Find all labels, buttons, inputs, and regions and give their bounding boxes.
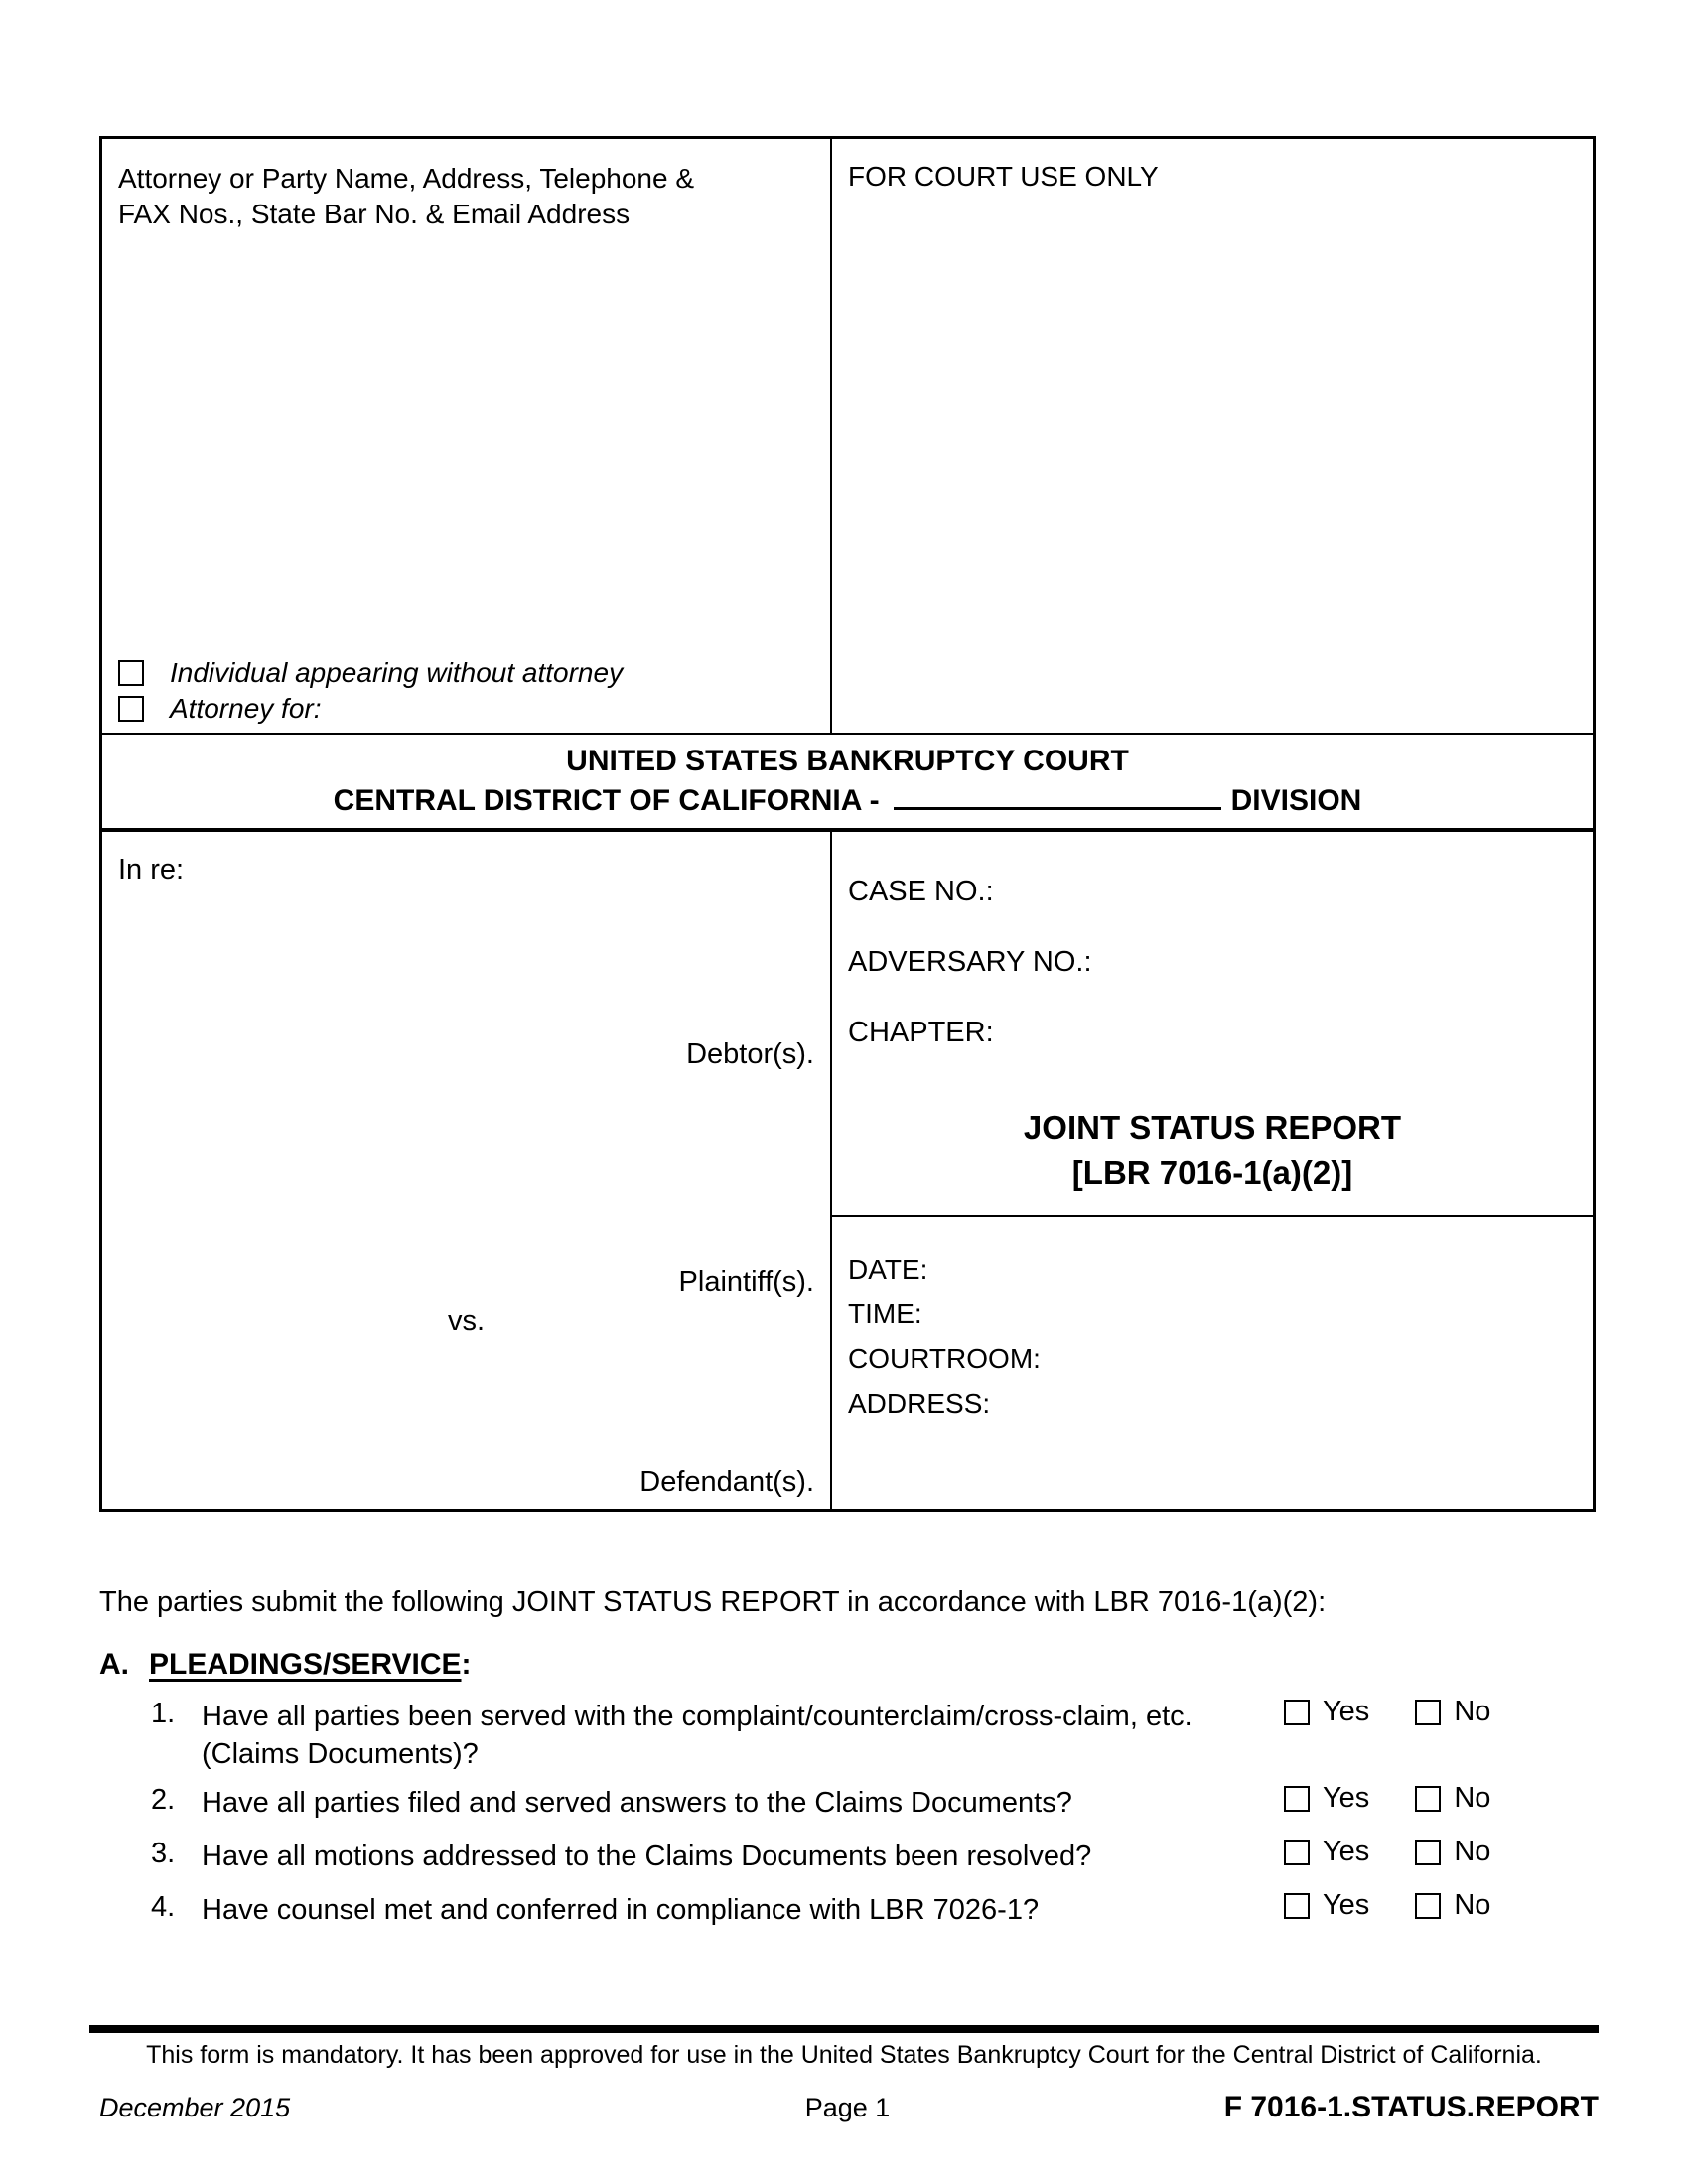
footer-mandatory-note: This form is mandatory. It has been approved for use in the United States Bankruptcy Court for the Central District of California. xyxy=(146,2041,1542,2069)
case-no-label: CASE NO.: xyxy=(848,876,994,907)
debtor-name-field[interactable] xyxy=(102,832,832,1079)
case-numbers-area xyxy=(832,832,1593,1079)
question-1-answer-group xyxy=(1284,1696,1490,1728)
question-3-answer-group xyxy=(1284,1836,1490,1868)
individual-appearing-label: Individual appearing without attorney xyxy=(170,657,624,688)
question-3-number: 3. xyxy=(151,1838,176,1869)
court-use-area xyxy=(832,139,1593,733)
footer-rule xyxy=(89,2025,1599,2033)
in-re-label: In re: xyxy=(118,854,185,886)
case-no-field[interactable] xyxy=(848,876,1593,908)
attorney-for-checkbox[interactable] xyxy=(118,696,144,722)
question-4 xyxy=(99,1891,1596,1929)
question-3-text: Have all motions addressed to the Claims Documents been resolved? xyxy=(202,1841,1092,1872)
question-4-yes-checkbox[interactable] xyxy=(1284,1893,1310,1919)
hearing-address-field[interactable] xyxy=(848,1381,1593,1426)
question-3-no-label: No xyxy=(1454,1836,1491,1867)
defendant-label: Defendant(s). xyxy=(639,1466,814,1498)
question-3-no-checkbox[interactable] xyxy=(1415,1840,1441,1865)
question-2-text: Have all parties filed and served answers to the Claims Documents? xyxy=(202,1787,1072,1819)
parties-hearing-row xyxy=(102,1079,1593,1509)
adversary-no-field[interactable] xyxy=(848,946,1593,979)
division-label: DIVISION xyxy=(1230,784,1362,817)
question-2-no-checkbox[interactable] xyxy=(1415,1786,1441,1812)
hearing-date-field[interactable] xyxy=(848,1247,1593,1292)
district-label: CENTRAL DISTRICT OF CALIFORNIA - xyxy=(333,784,880,817)
hearing-time-field[interactable] xyxy=(848,1292,1593,1336)
attorney-for-label: Attorney for: xyxy=(170,693,322,724)
section-a-letter: A. xyxy=(99,1648,129,1681)
caption-table xyxy=(99,136,1596,1512)
question-2 xyxy=(99,1784,1596,1822)
document-title-line1: JOINT STATUS REPORT xyxy=(1023,1109,1402,1146)
debtor-label: Debtor(s). xyxy=(686,1038,814,1070)
question-4-number: 4. xyxy=(151,1891,176,1923)
chapter-field[interactable] xyxy=(848,1017,1593,1049)
individual-appearing-checkbox[interactable] xyxy=(118,660,144,686)
question-3-yes-checkbox[interactable] xyxy=(1284,1840,1310,1865)
chapter-label: CHAPTER: xyxy=(848,1017,994,1048)
attorney-info-field[interactable] xyxy=(102,139,832,733)
hearing-time-label: TIME: xyxy=(848,1298,922,1329)
document-title-line2: [LBR 7016-1(a)(2)] xyxy=(1071,1155,1353,1191)
question-1-number: 1. xyxy=(151,1698,176,1729)
question-1-no-checkbox[interactable] xyxy=(1415,1700,1441,1725)
parties-names-field[interactable] xyxy=(102,1079,832,1509)
court-name: UNITED STATES BANKRUPTCY COURT xyxy=(566,745,1129,777)
question-3-yes-label: Yes xyxy=(1323,1836,1370,1867)
question-1 xyxy=(99,1698,1596,1773)
question-1-text: Have all parties been served with the complaint/counterclaim/cross-claim, etc. (Claims Documents)? xyxy=(202,1701,1193,1770)
hearing-courtroom-label: COURTROOM: xyxy=(848,1343,1041,1374)
court-use-label: FOR COURT USE ONLY xyxy=(848,161,1159,192)
intro-paragraph: The parties submit the following JOINT STATUS REPORT in accordance with LBR 7016-1(a)(2): xyxy=(99,1586,1327,1618)
hearing-courtroom-field[interactable] xyxy=(848,1336,1593,1381)
section-a-title: PLEADINGS/SERVICE xyxy=(149,1648,462,1681)
question-3 xyxy=(99,1838,1596,1875)
vs-label: vs. xyxy=(448,1305,486,1337)
question-4-text: Have counsel met and conferred in compliance with LBR 7026-1? xyxy=(202,1894,1040,1926)
question-4-no-label: No xyxy=(1454,1889,1491,1921)
title-hearing-area xyxy=(832,1079,1593,1509)
case-caption-row xyxy=(102,832,1593,1079)
question-4-yes-label: Yes xyxy=(1323,1889,1370,1921)
adversary-no-label: ADVERSARY NO.: xyxy=(848,946,1092,978)
footer-page-number: Page 1 xyxy=(804,2093,891,2122)
plaintiff-label: Plaintiff(s). xyxy=(678,1266,814,1297)
court-district-line xyxy=(102,780,1593,820)
question-2-no-label: No xyxy=(1454,1782,1491,1814)
division-blank-field[interactable] xyxy=(894,780,1221,810)
document-title xyxy=(832,1079,1593,1217)
attorney-info-label: Attorney or Party Name, Address, Telephone & FAX Nos., State Bar No. & Email Address xyxy=(118,163,695,229)
question-1-yes-label: Yes xyxy=(1323,1696,1370,1727)
attorney-court-use-row xyxy=(102,139,1593,733)
section-a-header xyxy=(99,1648,472,1682)
footer-revision-date: December 2015 xyxy=(99,2093,291,2122)
footer-form-code: F 7016-1.STATUS.REPORT xyxy=(1223,2091,1599,2123)
question-2-answer-group xyxy=(1284,1782,1490,1815)
court-header-row xyxy=(102,733,1593,832)
appearance-checkbox-group xyxy=(118,655,623,727)
question-4-no-checkbox[interactable] xyxy=(1415,1893,1441,1919)
hearing-info-area xyxy=(832,1217,1593,1426)
question-4-answer-group xyxy=(1284,1889,1490,1922)
hearing-address-label: ADDRESS: xyxy=(848,1388,991,1419)
hearing-date-label: DATE: xyxy=(848,1254,928,1285)
question-2-number: 2. xyxy=(151,1784,176,1816)
question-1-yes-checkbox[interactable] xyxy=(1284,1700,1310,1725)
question-2-yes-checkbox[interactable] xyxy=(1284,1786,1310,1812)
section-a-colon: : xyxy=(461,1648,472,1681)
question-2-yes-label: Yes xyxy=(1323,1782,1370,1814)
question-1-no-label: No xyxy=(1454,1696,1491,1727)
